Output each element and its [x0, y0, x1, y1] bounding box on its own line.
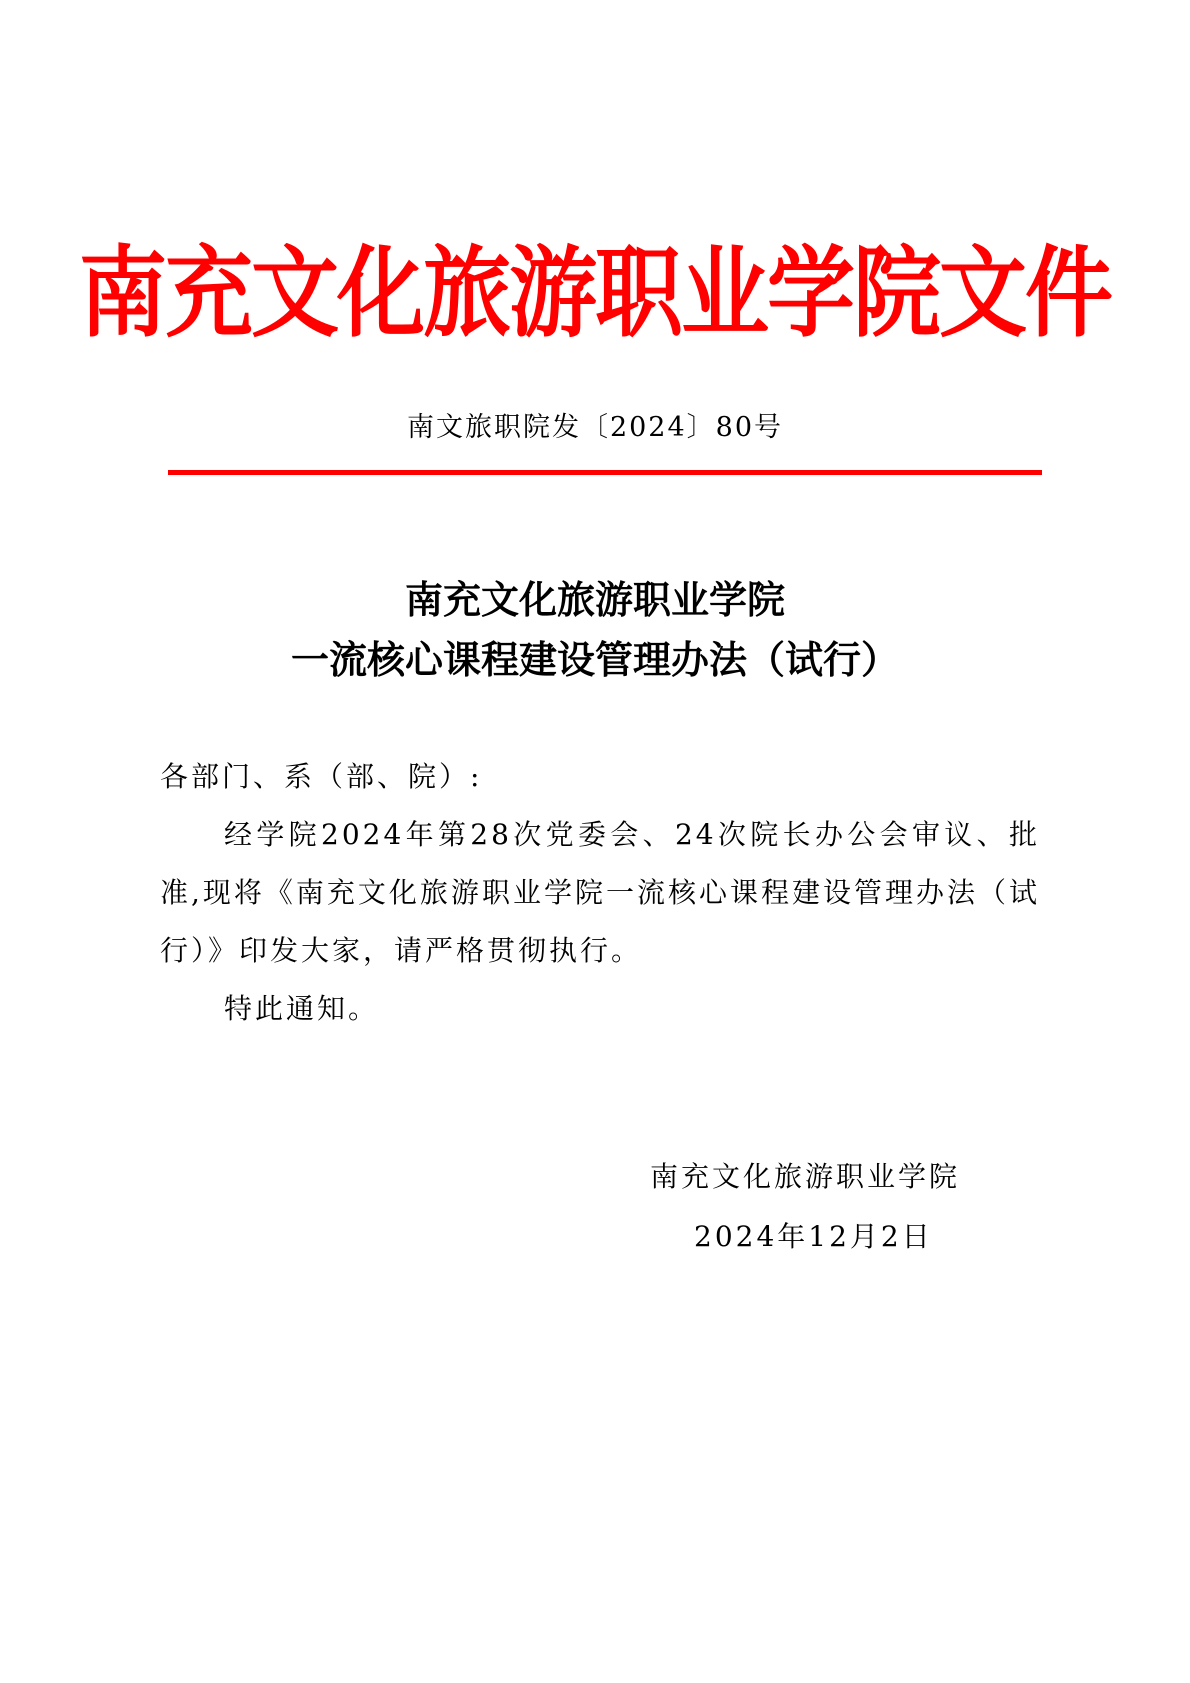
document-title-line1: 南充文化旅游职业学院	[404, 577, 785, 622]
body-paragraph: 经学院2024年第28次党委会、24次院长办公会审议、批准,现将《南充文化旅游职业学院一流核心课程建设管理办法（试行）》印发大家，请严格贯彻执行。	[160, 818, 1040, 967]
red-divider-rule	[168, 470, 1042, 475]
document-masthead: 南充文化旅游职业学院文件	[78, 235, 1111, 351]
document-number: 南文旅职院发〔2024〕80号	[406, 412, 784, 443]
signing-organization: 南充文化旅游职业学院	[650, 1160, 961, 1193]
closing-remark: 特此通知。	[224, 992, 380, 1025]
signing-date: 2024年12月2日	[694, 1220, 933, 1253]
salutation: 各部门、系（部、院）:	[160, 760, 483, 793]
document-title-line2: 一流核心课程建设管理办法（试行）	[290, 637, 899, 682]
